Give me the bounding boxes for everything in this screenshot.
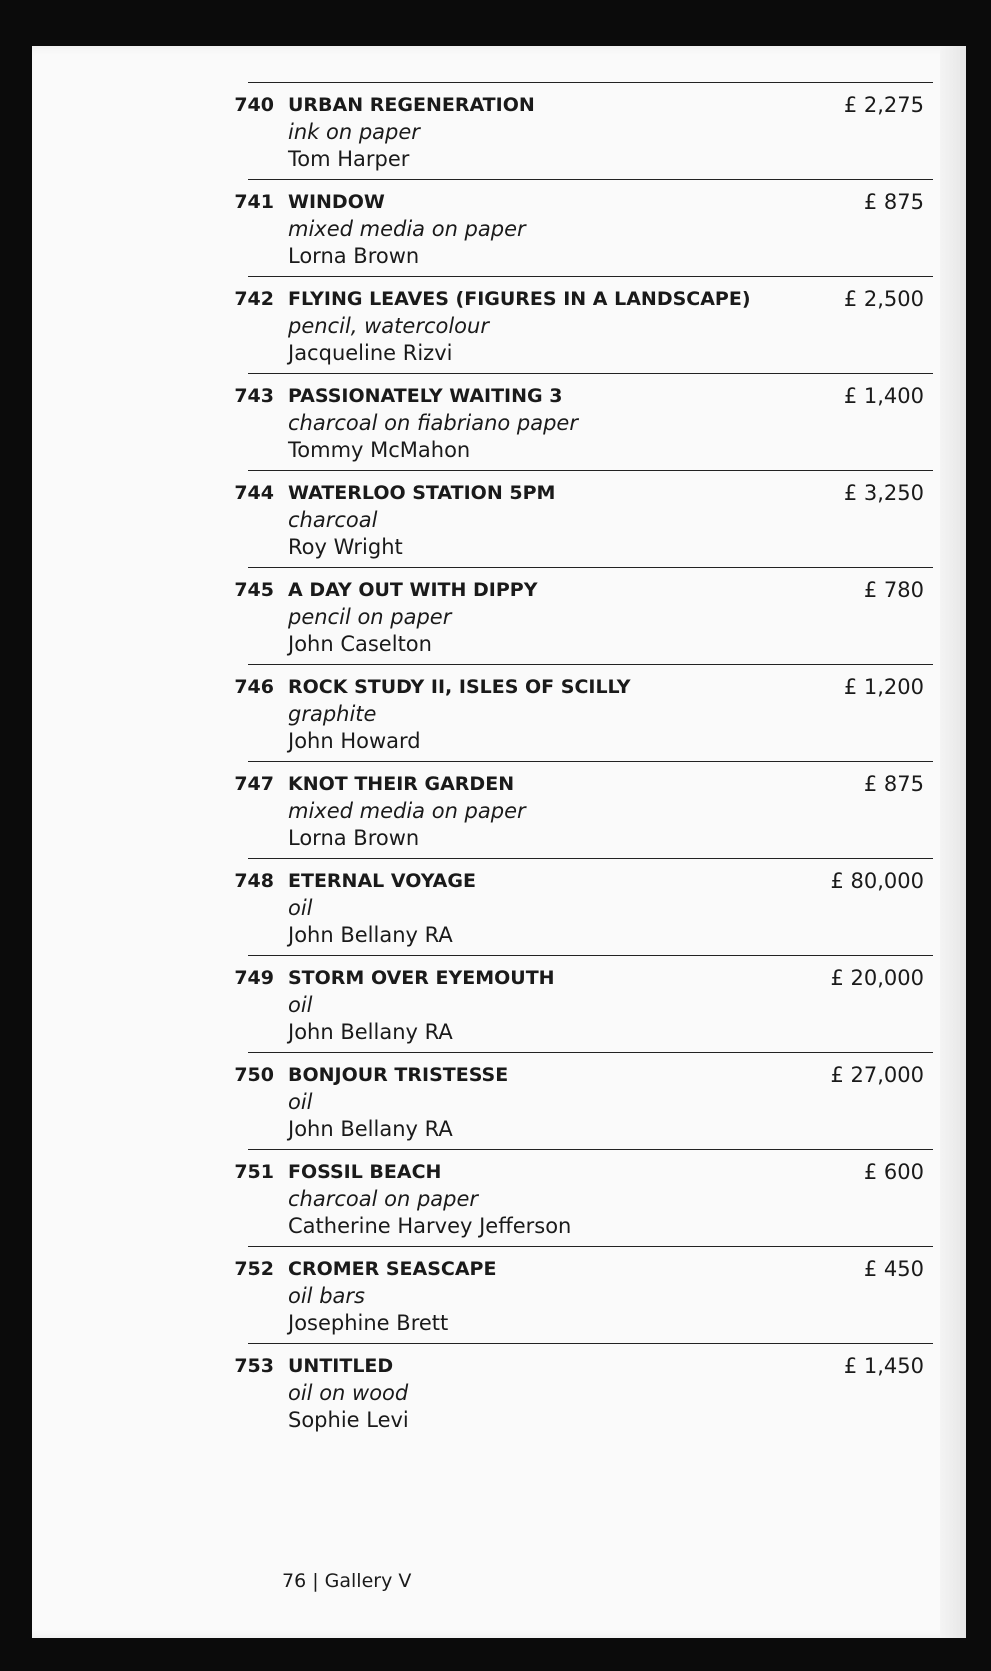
entry-title: STORM OVER EYEMOUTH bbox=[288, 967, 555, 989]
divider bbox=[248, 470, 933, 471]
entry-price: £ 3,250 bbox=[843, 481, 924, 505]
catalogue-entry bbox=[32, 1246, 966, 1343]
entry-price: £ 80,000 bbox=[830, 869, 924, 893]
entry-title: PASSIONATELY WAITING 3 bbox=[288, 385, 563, 407]
entry-artist: John Howard bbox=[288, 729, 421, 753]
divider bbox=[248, 858, 933, 859]
entry-artist: Lorna Brown bbox=[288, 244, 420, 268]
catalogue-entry bbox=[32, 1343, 966, 1440]
entry-price: £ 875 bbox=[863, 772, 924, 796]
divider bbox=[248, 664, 933, 665]
catalogue-entry bbox=[32, 567, 966, 664]
entry-artist: John Bellany RA bbox=[288, 923, 453, 947]
entry-artist: John Bellany RA bbox=[288, 1117, 453, 1141]
entry-medium: oil bbox=[288, 993, 313, 1017]
divider bbox=[248, 1246, 933, 1247]
entry-price: £ 780 bbox=[863, 578, 924, 602]
entry-title: KNOT THEIR GARDEN bbox=[288, 773, 515, 795]
catalogue-page bbox=[32, 46, 966, 1638]
catalogue-entry bbox=[32, 179, 966, 276]
entry-number: 742 bbox=[234, 288, 274, 310]
catalogue-entry bbox=[32, 955, 966, 1052]
entry-title: CROMER SEASCAPE bbox=[288, 1258, 497, 1280]
entry-title: URBAN REGENERATION bbox=[288, 94, 535, 116]
entry-price: £ 875 bbox=[863, 190, 924, 214]
entry-number: 749 bbox=[234, 967, 274, 989]
entry-medium: oil bars bbox=[288, 1284, 365, 1308]
catalogue-entry bbox=[32, 1052, 966, 1149]
entry-number: 741 bbox=[234, 191, 274, 213]
catalogue-entry bbox=[32, 664, 966, 761]
entry-price: £ 1,450 bbox=[843, 1354, 924, 1378]
entry-number: 748 bbox=[234, 870, 274, 892]
entry-number: 753 bbox=[234, 1355, 274, 1377]
entry-price: £ 600 bbox=[863, 1160, 924, 1184]
entry-medium: graphite bbox=[288, 702, 377, 726]
catalogue-entry bbox=[32, 276, 966, 373]
entry-number: 745 bbox=[234, 579, 274, 601]
entry-title: A DAY OUT WITH DIPPY bbox=[288, 579, 538, 601]
divider bbox=[248, 1149, 933, 1150]
entry-artist: Lorna Brown bbox=[288, 826, 420, 850]
entry-artist: John Bellany RA bbox=[288, 1020, 453, 1044]
entry-medium: pencil on paper bbox=[288, 605, 452, 629]
entry-price: £ 2,500 bbox=[843, 287, 924, 311]
entry-price: £ 1,400 bbox=[843, 384, 924, 408]
entry-price: £ 27,000 bbox=[830, 1063, 924, 1087]
entry-price: £ 20,000 bbox=[830, 966, 924, 990]
entry-artist: John Caselton bbox=[288, 632, 432, 656]
entry-medium: charcoal bbox=[288, 508, 378, 532]
entry-title: UNTITLED bbox=[288, 1355, 394, 1377]
entry-title: FLYING LEAVES (FIGURES IN A LANDSCAPE) bbox=[288, 288, 751, 310]
catalogue-entry bbox=[32, 373, 966, 470]
divider bbox=[248, 1052, 933, 1053]
catalogue-entry bbox=[32, 82, 966, 179]
entry-medium: mixed media on paper bbox=[288, 217, 526, 241]
entry-number: 740 bbox=[234, 94, 274, 116]
entry-title: FOSSIL BEACH bbox=[288, 1161, 442, 1183]
entry-medium: oil on wood bbox=[288, 1381, 409, 1405]
entry-number: 746 bbox=[234, 676, 274, 698]
divider bbox=[248, 567, 933, 568]
entry-medium: pencil, watercolour bbox=[288, 314, 489, 338]
page-footer: 76 | Gallery V bbox=[282, 1570, 412, 1592]
entry-number: 743 bbox=[234, 385, 274, 407]
entry-artist: Tom Harper bbox=[288, 147, 410, 171]
divider bbox=[248, 1343, 933, 1344]
catalogue-entry bbox=[32, 1149, 966, 1246]
entry-medium: oil bbox=[288, 1090, 313, 1114]
entry-number: 752 bbox=[234, 1258, 274, 1280]
entry-artist: Jacqueline Rizvi bbox=[288, 341, 453, 365]
catalogue-entry bbox=[32, 858, 966, 955]
divider bbox=[248, 761, 933, 762]
entry-medium: charcoal on fiabriano paper bbox=[288, 411, 578, 435]
entry-title: BONJOUR TRISTESSE bbox=[288, 1064, 509, 1086]
entry-price: £ 2,275 bbox=[843, 93, 924, 117]
entry-number: 751 bbox=[234, 1161, 274, 1183]
entry-number: 747 bbox=[234, 773, 274, 795]
entry-medium: charcoal on paper bbox=[288, 1187, 479, 1211]
entry-artist: Sophie Levi bbox=[288, 1408, 409, 1432]
entry-number: 750 bbox=[234, 1064, 274, 1086]
entry-medium: oil bbox=[288, 896, 313, 920]
entry-title: ETERNAL VOYAGE bbox=[288, 870, 476, 892]
entry-title: ROCK STUDY II, ISLES OF SCILLY bbox=[288, 676, 631, 698]
entry-number: 744 bbox=[234, 482, 274, 504]
divider bbox=[248, 82, 933, 83]
divider bbox=[248, 276, 933, 277]
entry-price: £ 450 bbox=[863, 1257, 924, 1281]
catalogue-entry bbox=[32, 761, 966, 858]
entry-artist: Tommy McMahon bbox=[288, 438, 471, 462]
entry-title: WINDOW bbox=[288, 191, 385, 213]
entry-medium: mixed media on paper bbox=[288, 799, 526, 823]
entry-artist: Roy Wright bbox=[288, 535, 403, 559]
entry-price: £ 1,200 bbox=[843, 675, 924, 699]
entry-medium: ink on paper bbox=[288, 120, 420, 144]
divider bbox=[248, 955, 933, 956]
catalogue-entry bbox=[32, 470, 966, 567]
entry-artist: Josephine Brett bbox=[288, 1311, 449, 1335]
entry-artist: Catherine Harvey Jefferson bbox=[288, 1214, 572, 1238]
divider bbox=[248, 179, 933, 180]
divider bbox=[248, 373, 933, 374]
entry-title: WATERLOO STATION 5PM bbox=[288, 482, 556, 504]
